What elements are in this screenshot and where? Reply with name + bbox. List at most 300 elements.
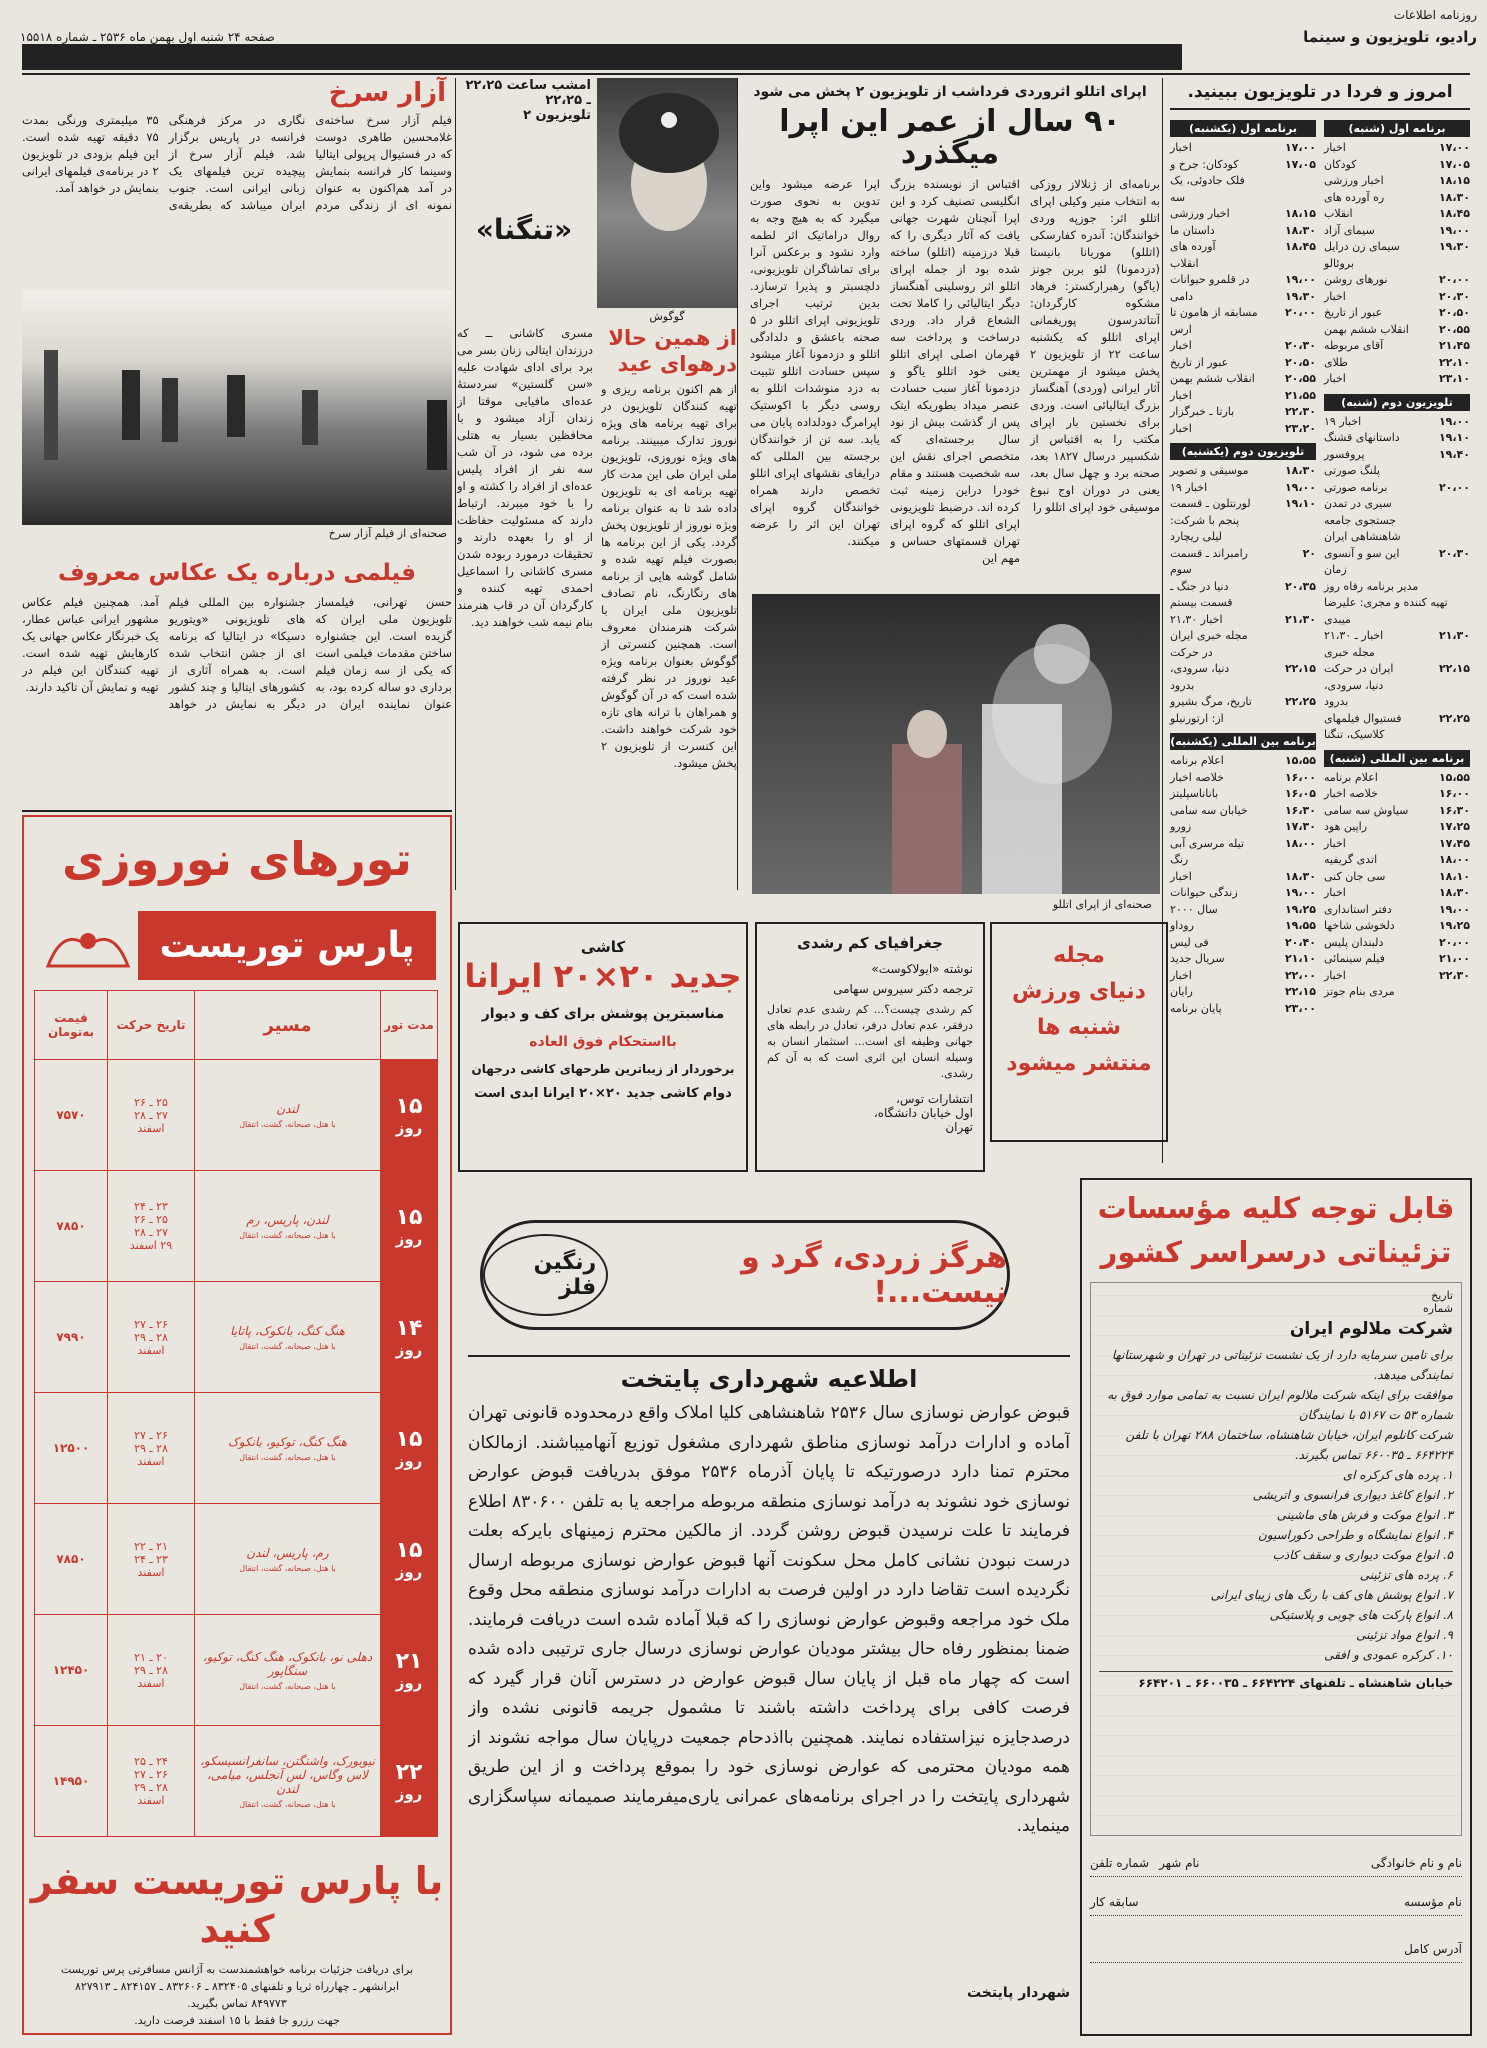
decor-date-label: تاریخ: [1431, 1289, 1453, 1302]
tv-schedule-row: [1324, 546, 1470, 563]
tour-price: ۷۵۷۰: [35, 1060, 108, 1171]
tv-schedule-row: [1324, 272, 1470, 289]
tv-schedule-row: [1170, 546, 1316, 563]
tv-time: ۲۱،۱۰: [1284, 952, 1316, 965]
tv-schedule-row: [1170, 562, 1316, 579]
book-translator: ترجمه دکتر سیروس سهامی: [833, 982, 973, 996]
tv-time: [1392, 496, 1470, 513]
tv-program: سیمای آزاد: [1324, 223, 1375, 237]
table-row: [35, 1504, 438, 1615]
tv-schedule-row: [1324, 984, 1470, 1001]
tour-price: ۱۲۴۵۰: [35, 1615, 108, 1726]
tv-program: فلک جادوئی، یک: [1170, 174, 1245, 187]
opera-scene-figures: [752, 594, 1160, 894]
tv-program: ره آورده های: [1324, 190, 1385, 204]
tv-time: ۲۱،۳۰: [1438, 629, 1470, 642]
tv-time: ۱۸،۳۰: [1438, 190, 1470, 204]
tangna-title: «تنگنا»: [475, 213, 573, 246]
tv-schedule-row: [1170, 371, 1316, 388]
tv-time: ۱۷،۴۵: [1438, 836, 1470, 850]
tv-time: [1192, 322, 1316, 339]
tv-time: ۱۶،۰۵: [1284, 787, 1316, 800]
tv-schedule-row: [1170, 694, 1316, 711]
decor-hand-line: ۴. انواع نمایشگاه و طراحی دکوراسیون: [1257, 1528, 1453, 1542]
tour-dates: ۲۶ ـ ۲۷ ۲۸ ـ ۲۹ اسفند: [108, 1282, 195, 1393]
tv-time: ۲۰،۰۰: [1438, 273, 1470, 286]
tv-schedule-row: [1324, 902, 1470, 919]
tv-schedule-row: [1170, 770, 1316, 787]
tv-program: میبدی: [1324, 612, 1351, 626]
decor-hand-line: شرکت کانلوم ایران، خیابان شاهنشاه، ساختمان ۲۸۸ تهران با تلفن: [1125, 1428, 1453, 1442]
tv-time: ۱۹،۵۵: [1284, 919, 1316, 932]
tv-schedule-row: [1170, 190, 1316, 207]
tour-route-note: با هتل، صبحانه، گشت، انتقال: [239, 1230, 336, 1240]
tv-schedule-row: [1170, 678, 1316, 695]
lion-emblem-icon: [38, 916, 138, 976]
tour-days: ۱۴: [395, 1315, 423, 1341]
tv-program: دنیا، سرودی،: [1324, 678, 1384, 692]
tv-schedule-row: [1170, 984, 1316, 1001]
tours-info-3: ۸۴۹۷۷۳ تماس بگیرید.: [187, 1997, 287, 2010]
tour-duration: [381, 1504, 438, 1615]
tv-time: [1347, 562, 1470, 579]
tv-program: انقلاب: [1324, 207, 1353, 220]
tv-schedule-row: [1324, 595, 1470, 612]
tours-title: تورهای نوروزی: [62, 832, 412, 886]
tv-program: تهیه کننده و مجری: علیرضا: [1324, 596, 1448, 609]
tour-days: ۱۵: [395, 1204, 423, 1230]
tv-time: ۲۰،۰۰: [1438, 935, 1470, 949]
tv-schedule-row: [1324, 694, 1470, 711]
tv-time: ۱۹،۴۰: [1438, 447, 1470, 461]
tv-time: [1185, 190, 1316, 207]
tv-program: فیلم سینمائی: [1324, 952, 1385, 965]
tour-route: [195, 1726, 381, 1837]
photographer-film-title: فیلمی درباره یک عکاس معروف: [58, 560, 416, 586]
tv-schedule-row: [1170, 579, 1316, 596]
decor-hand-line: ۲. انواع کاغذ دیواری فرانسوی و اتریشی: [1252, 1488, 1453, 1502]
tv-schedule-row: [1324, 322, 1470, 339]
tours-head-date: تاریخ حرکت: [108, 991, 195, 1060]
photographer-film: [22, 560, 452, 780]
tv-time: [1233, 595, 1316, 612]
tours-ad: [22, 815, 452, 2035]
table-row: [35, 1615, 438, 1726]
tv-schedule-row: [1170, 305, 1316, 322]
decor-footer-address: خیابان شاهنشاه ـ تلفنهای ۶۶۴۲۲۴ ـ ۶۶۰۰۳۵ ـ ۶۶۴۲۰۱: [1099, 1671, 1453, 1690]
tv-block-title: برنامه اول (شنبه): [1324, 120, 1470, 137]
table-row: [35, 1393, 438, 1504]
tv-program: سوم: [1170, 563, 1192, 576]
tv-time: [1384, 727, 1470, 744]
tv-schedule-row: [1324, 173, 1470, 190]
tv-program: اعلام برنامه: [1324, 770, 1378, 784]
tour-route: [195, 1171, 381, 1282]
metal-line-2: رنگین فلز: [483, 1234, 608, 1316]
tv-schedule-row: [1324, 803, 1470, 820]
tv-program: فستیوال فیلمهای: [1324, 711, 1402, 725]
sport-mag-line-4: منتشر میشود: [1006, 1051, 1152, 1076]
tile-line-3: برخوردار از زیباترین طرحهای کاشی درجهان: [471, 1062, 735, 1076]
tv-program: اخبار ورزشی: [1170, 207, 1230, 220]
tv-program: اخبار: [1170, 388, 1192, 402]
tv-schedule-row: [1170, 852, 1316, 869]
tv-schedule-row: [1170, 711, 1316, 728]
tour-duration: [381, 1282, 438, 1393]
decor-hand-line: ۱۰. کرکره عمودی و افقی: [1324, 1648, 1453, 1662]
tour-route-name: لندن، پاریس، رم: [246, 1212, 329, 1227]
tv-schedule-row: [1324, 529, 1470, 546]
tv-program: شاهنشاهی ایران: [1324, 530, 1401, 543]
tv-time: ۲۲،۱۵: [1284, 662, 1316, 675]
tours-info-4: جهت رزرو جا فقط با ۱۵ اسفند فرصت دارید.: [134, 2014, 340, 2027]
tv-program: ایران در حرکت: [1324, 662, 1394, 675]
tv-schedule-row: [1170, 421, 1316, 438]
tv-program: مسابقه از هامون تا: [1170, 306, 1258, 319]
tv-schedule-row: [1170, 595, 1316, 612]
tv-program: از: ارتورنیلو: [1170, 711, 1224, 725]
tv-time: ۱۷،۰۵: [1438, 157, 1470, 171]
tv-program: پایان برنامه: [1170, 1001, 1222, 1015]
tv-program: اخبار ورزشی: [1324, 174, 1384, 187]
table-row: [35, 1282, 438, 1393]
tv-program: عبور از تاریخ: [1324, 306, 1383, 319]
tours-head-route: مسیر: [195, 991, 381, 1060]
tv-program: دنیا در جنگ ـ: [1170, 579, 1229, 593]
tv-schedule-row: [1170, 388, 1316, 405]
tv-schedule-row: [1170, 289, 1316, 306]
tv-program: اخبار: [1324, 289, 1346, 303]
tour-route-name: نیویورک، واشنگتن، سانفرانسیسکو، لاس وگاس، لس آنجلس، میامی، لندن: [200, 1753, 375, 1796]
tv-program: اخبار: [1170, 339, 1192, 352]
tv-time: ۲۲،۰۰: [1284, 968, 1316, 982]
tv-program: دامی: [1170, 289, 1194, 303]
tv-program: بارتا ـ خبرگزار: [1170, 405, 1235, 418]
tv-time: ۱۸،۳۰: [1284, 223, 1316, 237]
tv-time: [1418, 579, 1470, 596]
decor-hand-line: ۱. پرده های کرکره ای: [1342, 1468, 1453, 1482]
tv-time: ۲۰،۴۰: [1284, 935, 1316, 949]
tour-days: ۲۱: [395, 1648, 423, 1674]
tour-days: ۱۵: [395, 1537, 423, 1563]
tv-time: ۱۹،۱۰: [1438, 431, 1470, 444]
tv-time: ۱۸،۱۵: [1284, 207, 1316, 220]
tv-schedule-row: [1324, 223, 1470, 240]
tangna-channel: تلویزیون ۲: [523, 108, 591, 123]
tv-schedule-row: [1324, 430, 1470, 447]
tv-schedule-row: [1170, 645, 1316, 662]
tv-program: اخبار: [1170, 968, 1192, 982]
tv-schedule-row: [1324, 239, 1470, 256]
tour-duration: [381, 1171, 438, 1282]
tv-time: ۲۰،۳۵: [1284, 579, 1316, 593]
tv-time: ۱۹،۰۰: [1438, 902, 1470, 916]
tv-time: ۱۷،۰۰: [1438, 141, 1470, 154]
tv-time: ۲۱،۴۵: [1438, 339, 1470, 352]
tv-program: فی لیس: [1170, 935, 1209, 949]
tour-route-note: با هتل، صبحانه، گشت، انتقال: [239, 1563, 336, 1573]
tv-schedule-row: [1170, 480, 1316, 497]
tv-program: داستان ما: [1170, 223, 1215, 237]
tv-time: ۲۰: [1302, 546, 1316, 560]
tour-days: ۲۲: [395, 1759, 423, 1785]
tours-info-2: ابرانشهر ـ چهارراه ثریا و تلفنهای ۸۳۲۴۰۵ ـ ۸۳۲۶۰۶ ـ ۸۲۴۱۵۷ ـ ۸۲۷۹۱۳: [74, 1980, 400, 1993]
tv-program: اخبار: [1324, 372, 1346, 385]
tv-program: لیلی ریچارد: [1170, 530, 1223, 543]
masthead-issue: صفحه ۲۴ شنبه اول بهمن ماه ۲۵۳۶ ـ شماره ۱۵۵۱۸: [20, 30, 275, 44]
tv-program: لورنتلون ـ قسمت: [1170, 497, 1251, 510]
tv-schedule-row: [1324, 628, 1470, 645]
tv-schedule-row: [1170, 918, 1316, 935]
opera-body-left: اپرا عرضه میشود واین تدوین به نحوی صورت میگیرد که به هیچ وجه به روال دراماتیک اثر لطمه وارد نشود و برعکس آنرا برای تماشاگران تلویزیونی، دلچسبتر و پذیرا ترسازد. بدین ترتیب اجرای تلویزیونی اپرای اتللو در ۵ صحنه باعشق و دلدادگی اتللو و دزدمونا آغاز میشود سپس حسادت اتللو تثبیت به دزد منوشدات اتللو به روسی دیگر با اکوستیک اپرامرگ دودلداده پایان می یابد. سه تن از خوانندگان برجسته بین المللی که درایفای نقشهای اپرای اتللو تخصص دارند همراه خوانندگان گروه اپرای تهران این اثر را عرضه میکنند.: [750, 177, 880, 548]
tv-time: [1448, 595, 1470, 612]
tv-time: [1199, 256, 1316, 273]
tv-program: اخبار: [1170, 141, 1192, 154]
tour-price: ۷۸۵۰: [35, 1504, 108, 1615]
column-rule: [455, 78, 456, 890]
tv-program: خلاصه اخبار: [1170, 770, 1224, 784]
tv-schedule-row: [1170, 935, 1316, 952]
tv-program: زمان: [1324, 563, 1347, 576]
tv-program: در قلمرو حیوانات: [1170, 273, 1250, 286]
tv-schedule-row: [1170, 223, 1316, 240]
tv-program: اخبار ـ ۲۱،۳۰: [1324, 629, 1384, 642]
tv-program: سریال جدید: [1170, 952, 1225, 965]
tv-schedule-row: [1324, 447, 1470, 464]
tour-days: ۱۵: [395, 1093, 423, 1119]
opera-title: ۹۰ سال از عمر این اپرا میگذرد: [779, 104, 1121, 171]
tv-time: ۱۹،۰۰: [1284, 480, 1316, 494]
tv-time: ۲۲،۲۵: [1284, 695, 1316, 708]
tv-time: ۲۱،۳۰: [1284, 612, 1316, 626]
masthead-line: [22, 73, 1470, 75]
gougoush-caption: گوگوش: [649, 310, 685, 323]
masthead-section: رادیو، تلویزیون و سینما: [1303, 28, 1477, 46]
tv-schedule-row: [1170, 753, 1316, 770]
tv-schedule-row: [1170, 836, 1316, 853]
tv-schedule-row: [1324, 968, 1470, 985]
tv-time: [1396, 513, 1470, 530]
tv-program: انقلاب ششم بهمن: [1170, 372, 1255, 385]
decor-hand-line: ۵. انواع موکت دیواری و سقف کاذب: [1272, 1548, 1453, 1562]
tile-ad: [458, 922, 748, 1172]
tv-schedule-row: [1324, 190, 1470, 207]
tv-program: در حرکت: [1170, 645, 1213, 659]
tile-line-4: دوام کاشی جدید ۲۰×۲۰ ایرانا ابدی است: [474, 1086, 732, 1101]
tour-days-unit: روز: [395, 1229, 423, 1248]
tv-program: اخبار: [1170, 869, 1192, 883]
tv-program: آقای مربوطه: [1324, 339, 1384, 352]
tv-program: بدرود: [1324, 695, 1349, 708]
tv-program: دلخوشی شاخها: [1324, 919, 1395, 932]
column-rule: [737, 78, 738, 890]
tv-schedule-row: [1324, 414, 1470, 431]
tv-program: سیری در تمدن: [1324, 497, 1392, 510]
tangna-subtitle: از همین حالا درهوای عید: [608, 326, 737, 376]
tv-schedule-row: [1170, 628, 1316, 645]
tv-time: [1375, 645, 1470, 662]
tv-schedule-row: [1170, 463, 1316, 480]
tour-route-note: با هتل، صبحانه، گشت، انتقال: [239, 1452, 336, 1462]
tv-program: پروفسور: [1324, 447, 1365, 461]
tv-time: ۲۲،۳۰: [1438, 968, 1470, 982]
tv-time: [1188, 852, 1316, 869]
tv-schedule-row: [1170, 206, 1316, 223]
municipality-body: قبوض عوارض نوسازی سال ۲۵۳۶ شاهنشاهی کلیا املاک واقع درمحدوده قانونی تهران آماده و ادارات درآمد نوسازی مناطق شهرداری مشغول توزیع آنهامیباشند. ازمالکان محترم تمنا دارد درصورتیکه تا پایان آذرماه ۲۵۳۶ موفق بدریافت قبوض عوارض نوسازی خود نشوند به درآمد نوسازی منطقه مربوطه مراجعه یا به تلفن ۸۳۰۶۰۰ اطلاع فرمایند تا علت نرسیدن قبوض روشن گردد. از مالکین محترم زمینهای بایرکه بعلت درست نبودن نشانی کامل محل سکونت آنها قبوض عوارض نوسازی مربوطه ارسال نگردیده است تقاضا دارد در اولین فرصت به ادارات درآمد نوسازی منطقه محل وقوع ملک خود مراجعه وقبوض عوارض نوسازی را که قبلا آماده شده است دریافت فرمایند. ضمنا بمنظور رفاه حال بیشتر مودیان عوارض نوسازی درسال جاری ترتیبی داده شده است که چهار ماه قبل از پایان سال قبوض عوارض در دسترس آنان قرار گیرد که فرصت کافی برای پرداخت داشته باشند تا مشمول جریمه قانونی نشده واز درصدجایزه نیزاستفاده نمایند. همچنین بااذدحام جمعیت درپایان سال مواجه نشوند از همه مودیان محترمی که عوارض نوسازی خود را بموقع پرداخت و از این طریق شهرداری پایتخت را در اجرای برنامه‌های عمرانی یاری‌میفرمایند صمیمانه سپاسگزاری مینماید.: [468, 1403, 1070, 1836]
sport-mag-ad: [990, 922, 1168, 1142]
tv-schedule-row: [1324, 256, 1470, 273]
table-row: [35, 1060, 438, 1171]
tv-program: نورهای روشن: [1324, 273, 1388, 286]
tours-slogan: با پارس توریست سفر کنید: [30, 1859, 444, 1951]
tv-time: ۱۹،۰۰: [1284, 886, 1316, 899]
tv-time: ۱۹،۱۰: [1284, 497, 1316, 510]
tv-schedule-row: [1324, 371, 1470, 388]
tv-time: ۲۳،۲۰: [1284, 421, 1316, 435]
tours-head-price: قیمت به‌تومان: [35, 991, 108, 1060]
tv-time: ۱۸،۰۰: [1438, 853, 1470, 866]
tv-time: ۲۲،۱۵: [1438, 662, 1470, 675]
tour-route-name: هنگ کنگ، بانکوک، پاتایا: [230, 1323, 345, 1338]
tour-route-note: با هتل، صبحانه، گشت، انتقال: [239, 1799, 336, 1809]
tours-table: [34, 990, 438, 1837]
tv-time: ۱۵،۵۵: [1284, 754, 1316, 767]
tv-time: [1245, 173, 1316, 190]
tv-schedule-row: [1170, 157, 1316, 174]
decor-hand-line: ۶۶۴۲۲۴ ـ ۶۶۰۰۳۵ تماس بگیرند.: [1294, 1448, 1453, 1462]
tv-program: برنامه صورتی: [1324, 480, 1388, 494]
tangna-body-b: مسری کاشانی ــ که درزندان ایتالی زنان بسر می برد برای ادای شهادت علیه «سن گلستین» سردستهٔ عده‌ای مافیایی موقتا از زندان آزاد میشود و با محافظین بسیار به هتلی برده می شود، در آن شب سه نفر از افراد پلیس عده‌ای از افراد را کشته و او را با خود میبرند. ارتباط دارند که مسئولیت حفاظت از او را بعهده دارند و تحقیقات درمورد ربوده شدن مسری کاشانی را اسماعیل احمدی تهیه کننده و کارگردان آن در قاب هنرمند بنام نیمه شب خواهند دید.: [457, 326, 593, 629]
tv-schedule-row: [1324, 869, 1470, 886]
tv-time: [1380, 463, 1470, 480]
tile-line-1: مناسبترین پوشش برای کف و دیوار: [481, 1006, 725, 1022]
tv-schedule-row: [1324, 852, 1470, 869]
tv-schedule-row: [1170, 338, 1316, 355]
tv-time: ۱۷،۲۵: [1438, 820, 1470, 833]
book-address-2: تهران: [945, 1120, 973, 1134]
tv-time: [1354, 256, 1470, 273]
metal-ad: [480, 1220, 1010, 1330]
tv-time: [1224, 711, 1316, 728]
tv-schedule-row: [1170, 1001, 1316, 1018]
tour-days-unit: روز: [395, 1673, 423, 1692]
tv-schedule-row: [1170, 140, 1316, 157]
tv-time: [1194, 678, 1316, 695]
tour-route-name: دهلی نو، بانکوک، هنگ کنگ، توکیو، سنگاپور: [202, 1649, 373, 1678]
tv-time: ۱۶،۰۰: [1284, 770, 1316, 784]
tv-time: ۲۲،۱۵: [1284, 985, 1316, 998]
decor-hand-line: موافقت برای اینکه شرکت ملالوم ایران نسبت به تمامی موارد فوق به شماره ۵۳ ت ۵۱۶۷ با نمایندگان: [1107, 1388, 1453, 1422]
tv-schedule-row: [1324, 496, 1470, 513]
tv-schedule-row: [1324, 770, 1470, 787]
decor-hand-line: ۹. انواع مواد تزئینی: [1356, 1628, 1453, 1642]
tangna-body-wrap: [457, 325, 737, 885]
tv-program: مجله خبری ایران: [1170, 629, 1248, 642]
tv-time: ۲۰،۵۰: [1438, 306, 1470, 319]
tv-schedule-row: [1170, 786, 1316, 803]
tour-dates: ۲۵ ـ ۲۶ ۲۷ ـ ۲۸ اسفند: [108, 1060, 195, 1171]
tv-schedule-heading: امروز و فردا در تلویزیون ببینید.: [1170, 78, 1470, 110]
tv-schedule-row: [1170, 803, 1316, 820]
tv-time: ۱۸،۴۵: [1284, 240, 1316, 253]
tv-time: ۲۰،۳۰: [1438, 546, 1470, 560]
tour-price: ۱۲۵۰۰: [35, 1393, 108, 1504]
tv-schedule-row: [1170, 404, 1316, 421]
tv-program: این سو و آنسوی: [1324, 546, 1400, 560]
tv-time: ۱۸،۳۰: [1438, 886, 1470, 899]
tv-program: دلبندان پلیس: [1324, 935, 1384, 949]
tv-schedule-row: [1324, 661, 1470, 678]
tour-days-unit: روز: [395, 1451, 423, 1470]
tv-schedule-row: [1170, 256, 1316, 273]
decor-form-history: سابقه کار: [1090, 1895, 1139, 1909]
tv-schedule-row: [1324, 463, 1470, 480]
tv-schedule-row: [1170, 529, 1316, 546]
tv-program: آورده های: [1170, 240, 1216, 253]
tv-program: تیله مرسری آبی: [1170, 836, 1245, 850]
tv-program: تاریخ، مرگ بشیرو: [1170, 695, 1252, 708]
tv-time: ۱۹،۰۰: [1438, 223, 1470, 237]
tv-time: ۲۱،۵۵: [1284, 388, 1316, 402]
tv-program: رامبراند ـ قسمت: [1170, 546, 1248, 560]
decor-form-name: نام و نام خانوادگی: [1370, 1856, 1462, 1870]
tv-time: ۲۳،۱۰: [1438, 372, 1470, 385]
masthead-paper: روزنامه اطلاعات: [1393, 8, 1477, 22]
tv-time: ۱۵،۵۵: [1438, 770, 1470, 784]
tv-program: اخبار: [1324, 886, 1346, 899]
tv-program: اخبار: [1170, 421, 1192, 435]
tour-price: ۱۴۹۵۰: [35, 1726, 108, 1837]
tv-time: [1395, 984, 1470, 1001]
tile-line-2: بااستحکام فوق العاده: [529, 1034, 677, 1050]
tv-time: ۲۰،۰۰: [1284, 306, 1316, 319]
decor-form-city: نام شهر: [1159, 1856, 1200, 1870]
tv-program: موسیقی و تصویر: [1170, 464, 1249, 477]
tv-schedule-row: [1170, 661, 1316, 678]
decor-form-phone: شماره تلفن: [1090, 1856, 1150, 1870]
tours-brand: پارس توریست: [138, 911, 436, 980]
tv-schedule-row: [1324, 711, 1470, 728]
table-row: [35, 1726, 438, 1837]
azar-sorkh-body: فیلم آزار سرخ ساخته‌ی غلامحسین طاهری دوست که در فستیوال پرپولی ایتالیا وسینما کار فرانسه بنمایش در آمد هم‌اکنون به عنوان نمونه ای از زندگی مردم نگاری در مرکز فرهنگی فرانسه در پاریس برگزار شد. فیلم آزار سرخ از پیچیده ترین فیلمهای یک زبانی ایرانی است. جنوب ایران میباشد که بطریقه‌ی ۳۵ میلیمتری ورنگی بمدت ۷۵ دقیقه تهیه شده است. این فیلم بزودی در تلویزیون ۲ در برنامه‌ی فیلمهای ایرانی بنمایش در خواهد آمد.: [22, 113, 452, 212]
tv-program: کلاسیک، تنگنا: [1324, 728, 1385, 741]
tv-time: ۱۹،۳۰: [1438, 240, 1470, 253]
decor-hand-line: ۸. انواع پارکت های چوبی و پلاستیکی: [1269, 1608, 1453, 1622]
tv-program: پلنگ صورتی: [1324, 464, 1380, 477]
tour-days-unit: روز: [395, 1118, 423, 1137]
tv-time: [1222, 529, 1316, 546]
tv-program: سی جان کنی: [1324, 869, 1386, 883]
opera-kicker: اپرای اتللو اثروردی فرداشب از تلویزیون ۲ پخش می شود: [753, 84, 1147, 100]
tours-info-1: برای دریافت جزئیات برنامه خواهشمندست به آژانس مسافرتی پرس توریست: [60, 1963, 414, 1976]
tv-schedule-row: [1170, 951, 1316, 968]
tour-duration: [381, 1393, 438, 1504]
tv-time: [1351, 612, 1470, 629]
tv-program: مردی بنام جوتز: [1324, 985, 1395, 998]
tv-program: داستانهای قشنگ: [1324, 431, 1400, 444]
section-rule: [22, 810, 452, 812]
tv-program: عبور از تاریخ: [1170, 355, 1229, 369]
book-publisher: انتشارات توس،: [896, 1092, 973, 1106]
tv-time: ۱۸،۱۵: [1438, 174, 1470, 187]
tv-time: ۱۸،۰۰: [1284, 836, 1316, 850]
tour-route: [195, 1393, 381, 1504]
tv-schedule-row: [1170, 819, 1316, 836]
tour-dates: ۲۱ ـ ۲۲ ۲۳ ـ ۲۴ اسفند: [108, 1504, 195, 1615]
tv-time: ۲۰،۵۵: [1438, 322, 1470, 336]
book-address-1: اول خیابان دانشگاه،: [873, 1106, 973, 1120]
decor-ad: [1080, 1178, 1472, 2036]
